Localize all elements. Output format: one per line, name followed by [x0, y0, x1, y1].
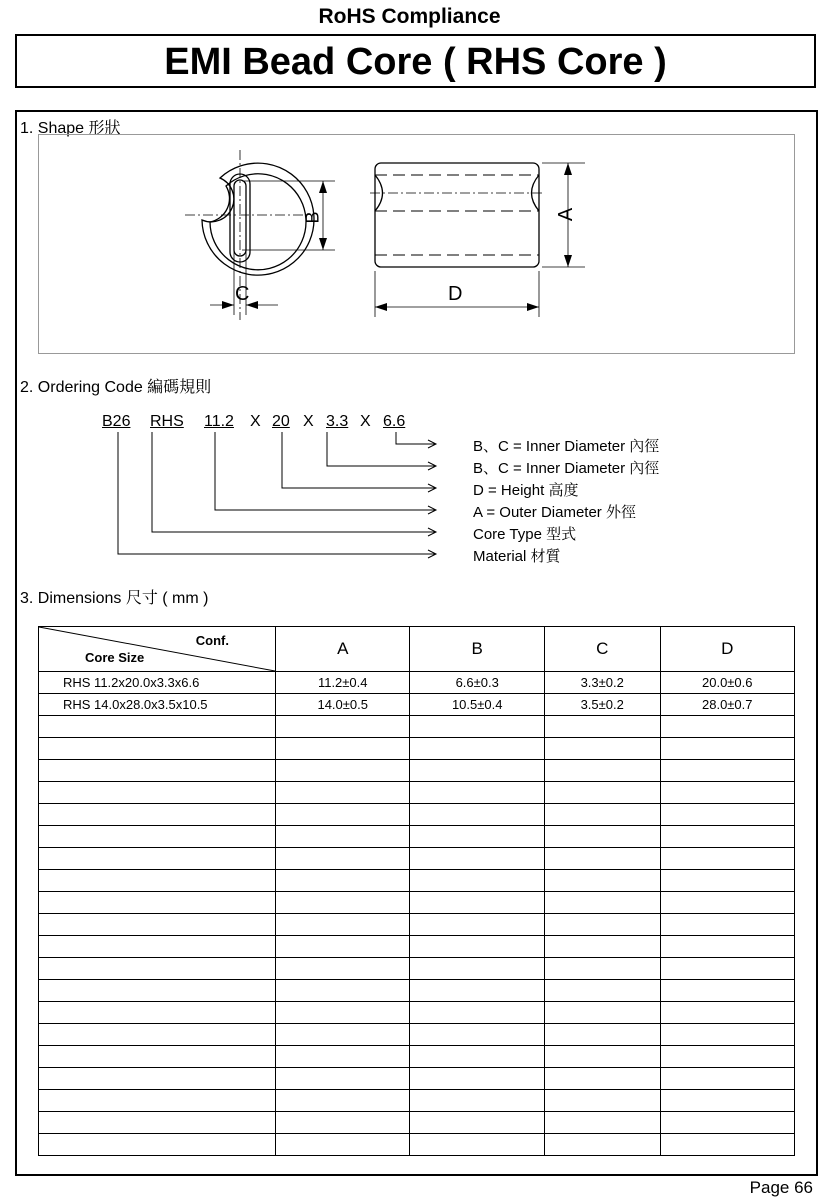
empty-cell: [410, 892, 544, 914]
column-header-a: A: [276, 627, 410, 672]
table-row-empty: [39, 738, 795, 760]
empty-cell: [544, 980, 660, 1002]
table-row-empty: [39, 716, 795, 738]
cell-d: 28.0±0.7: [660, 694, 794, 716]
empty-cell: [660, 804, 794, 826]
table-header-row: [39, 627, 795, 672]
table-row-empty: [39, 980, 795, 1002]
empty-cell: [276, 958, 410, 980]
empty-cell: [660, 980, 794, 1002]
code-outer-diameter: 11.2: [204, 413, 234, 430]
empty-cell: [410, 1090, 544, 1112]
table-row-empty: [39, 760, 795, 782]
empty-cell: [544, 892, 660, 914]
empty-cell: [276, 1134, 410, 1156]
empty-cell: [544, 760, 660, 782]
empty-cell: [276, 914, 410, 936]
code-separator: X: [250, 413, 261, 430]
empty-cell: [410, 936, 544, 958]
label-a: A: [555, 207, 578, 222]
empty-cell: [410, 1068, 544, 1090]
dimensions-table: [38, 626, 795, 1156]
empty-cell: [39, 1090, 276, 1112]
empty-cell: [660, 738, 794, 760]
empty-cell: [660, 1134, 794, 1156]
empty-cell: [39, 1024, 276, 1046]
empty-cell: [410, 738, 544, 760]
table-row-empty: [39, 1068, 795, 1090]
dimensions-table-body: [39, 672, 795, 1156]
empty-cell: [276, 1068, 410, 1090]
empty-cell: [410, 870, 544, 892]
empty-cell: [410, 848, 544, 870]
empty-cell: [660, 1046, 794, 1068]
corner-core-size: Core Size: [85, 650, 145, 665]
label-b: B: [302, 211, 323, 224]
empty-cell: [410, 782, 544, 804]
table-row-empty: [39, 1134, 795, 1156]
empty-cell: [39, 892, 276, 914]
empty-cell: [544, 826, 660, 848]
table-row-empty: [39, 1002, 795, 1024]
empty-cell: [660, 1024, 794, 1046]
empty-cell: [660, 1090, 794, 1112]
empty-cell: [660, 1112, 794, 1134]
empty-cell: [39, 958, 276, 980]
empty-cell: [544, 738, 660, 760]
empty-cell: [544, 936, 660, 958]
column-header-b: B: [410, 627, 544, 672]
empty-cell: [410, 716, 544, 738]
table-row-empty: [39, 892, 795, 914]
empty-cell: [39, 760, 276, 782]
empty-cell: [39, 848, 276, 870]
empty-cell: [410, 760, 544, 782]
cell-b: 6.6±0.3: [410, 672, 544, 694]
empty-cell: [410, 1112, 544, 1134]
corner-diagonal: [39, 627, 275, 671]
empty-cell: [544, 1024, 660, 1046]
empty-cell: [39, 870, 276, 892]
empty-cell: [276, 760, 410, 782]
page-number: Page 66: [749, 1178, 813, 1197]
page-title: EMI Bead Core ( RHS Core ): [15, 34, 816, 88]
empty-cell: [276, 1046, 410, 1068]
empty-cell: [276, 1112, 410, 1134]
empty-cell: [544, 1090, 660, 1112]
empty-cell: [660, 1002, 794, 1024]
empty-cell: [410, 804, 544, 826]
empty-cell: [544, 716, 660, 738]
table-row-empty: [39, 848, 795, 870]
empty-cell: [660, 958, 794, 980]
empty-cell: [276, 980, 410, 1002]
empty-cell: [39, 1068, 276, 1090]
empty-cell: [660, 1068, 794, 1090]
empty-cell: [276, 1024, 410, 1046]
empty-cell: [276, 804, 410, 826]
legend-material: Material 材質: [473, 548, 561, 565]
code-separator: X: [303, 413, 314, 430]
empty-cell: [276, 1002, 410, 1024]
empty-cell: [276, 716, 410, 738]
empty-cell: [39, 782, 276, 804]
legend-height: D = Height 高度: [473, 482, 579, 499]
empty-cell: [39, 1046, 276, 1068]
empty-cell: [410, 1002, 544, 1024]
table-row-empty: [39, 870, 795, 892]
empty-cell: [39, 914, 276, 936]
code-height: 20: [272, 413, 290, 430]
empty-cell: [660, 848, 794, 870]
empty-cell: [660, 826, 794, 848]
empty-cell: [660, 716, 794, 738]
empty-cell: [39, 1134, 276, 1156]
empty-cell: [39, 936, 276, 958]
empty-cell: [544, 914, 660, 936]
code-material: B26: [102, 413, 131, 430]
empty-cell: [660, 782, 794, 804]
empty-cell: [39, 804, 276, 826]
empty-cell: [544, 848, 660, 870]
table-row-empty: [39, 1024, 795, 1046]
table-row-empty: [39, 782, 795, 804]
section-ordering-title: 2. Ordering Code 編碼規則: [20, 379, 212, 396]
empty-cell: [39, 1112, 276, 1134]
corner-conf: Conf.: [195, 633, 229, 648]
empty-cell: [544, 1134, 660, 1156]
column-header-c: C: [544, 627, 660, 672]
table-row-empty: [39, 958, 795, 980]
legend-outer-diameter: A = Outer Diameter 外徑: [473, 504, 636, 521]
empty-cell: [276, 1090, 410, 1112]
table-row-empty: [39, 826, 795, 848]
rohs-heading: RoHS Compliance: [318, 5, 501, 28]
cell-a: 14.0±0.5: [276, 694, 410, 716]
empty-cell: [544, 1112, 660, 1134]
label-c: C: [235, 283, 250, 305]
empty-cell: [544, 1046, 660, 1068]
code-inner-diameter-c: 3.3: [326, 413, 349, 430]
label-d: D: [448, 283, 463, 305]
table-row: [39, 672, 795, 694]
table-row-empty: [39, 1090, 795, 1112]
cell-d: 20.0±0.6: [660, 672, 794, 694]
empty-cell: [410, 958, 544, 980]
empty-cell: [276, 892, 410, 914]
cell-c: 3.5±0.2: [544, 694, 660, 716]
empty-cell: [276, 848, 410, 870]
table-row-empty: [39, 1112, 795, 1134]
code-core-type: RHS: [150, 413, 184, 430]
empty-cell: [544, 870, 660, 892]
empty-cell: [410, 1024, 544, 1046]
table-row-empty: [39, 936, 795, 958]
cell-core-size: RHS 11.2x20.0x3.3x6.6: [39, 672, 276, 694]
code-inner-diameter-b: 6.6: [383, 413, 406, 430]
cell-c: 3.3±0.2: [544, 672, 660, 694]
empty-cell: [410, 1134, 544, 1156]
empty-cell: [39, 738, 276, 760]
legend-inner-diameter-1: B、C = Inner Diameter 內徑: [473, 438, 660, 455]
cell-b: 10.5±0.4: [410, 694, 544, 716]
legend-core-type: Core Type 型式: [473, 526, 577, 543]
empty-cell: [276, 870, 410, 892]
empty-cell: [410, 980, 544, 1002]
empty-cell: [544, 782, 660, 804]
empty-cell: [410, 1046, 544, 1068]
column-header-d: D: [660, 627, 794, 672]
table-corner-header: [39, 627, 276, 672]
empty-cell: [410, 914, 544, 936]
empty-cell: [39, 1002, 276, 1024]
empty-cell: [276, 936, 410, 958]
table-row-empty: [39, 914, 795, 936]
empty-cell: [544, 804, 660, 826]
table-row-empty: [39, 1046, 795, 1068]
empty-cell: [660, 760, 794, 782]
empty-cell: [410, 826, 544, 848]
empty-cell: [660, 936, 794, 958]
empty-cell: [39, 826, 276, 848]
table-row: [39, 694, 795, 716]
empty-cell: [544, 1002, 660, 1024]
empty-cell: [660, 892, 794, 914]
empty-cell: [276, 826, 410, 848]
empty-cell: [276, 782, 410, 804]
empty-cell: [544, 958, 660, 980]
cell-a: 11.2±0.4: [276, 672, 410, 694]
section-dimensions-title: 3. Dimensions 尺寸 ( mm ): [20, 590, 209, 607]
code-separator: X: [360, 413, 371, 430]
table-row-empty: [39, 804, 795, 826]
empty-cell: [276, 738, 410, 760]
empty-cell: [544, 1068, 660, 1090]
legend-inner-diameter-2: B、C = Inner Diameter 內徑: [473, 460, 660, 477]
empty-cell: [660, 870, 794, 892]
empty-cell: [39, 716, 276, 738]
empty-cell: [660, 914, 794, 936]
cell-core-size: RHS 14.0x28.0x3.5x10.5: [39, 694, 276, 716]
empty-cell: [39, 980, 276, 1002]
section-shape-title: 1. Shape 形狀: [20, 120, 121, 137]
